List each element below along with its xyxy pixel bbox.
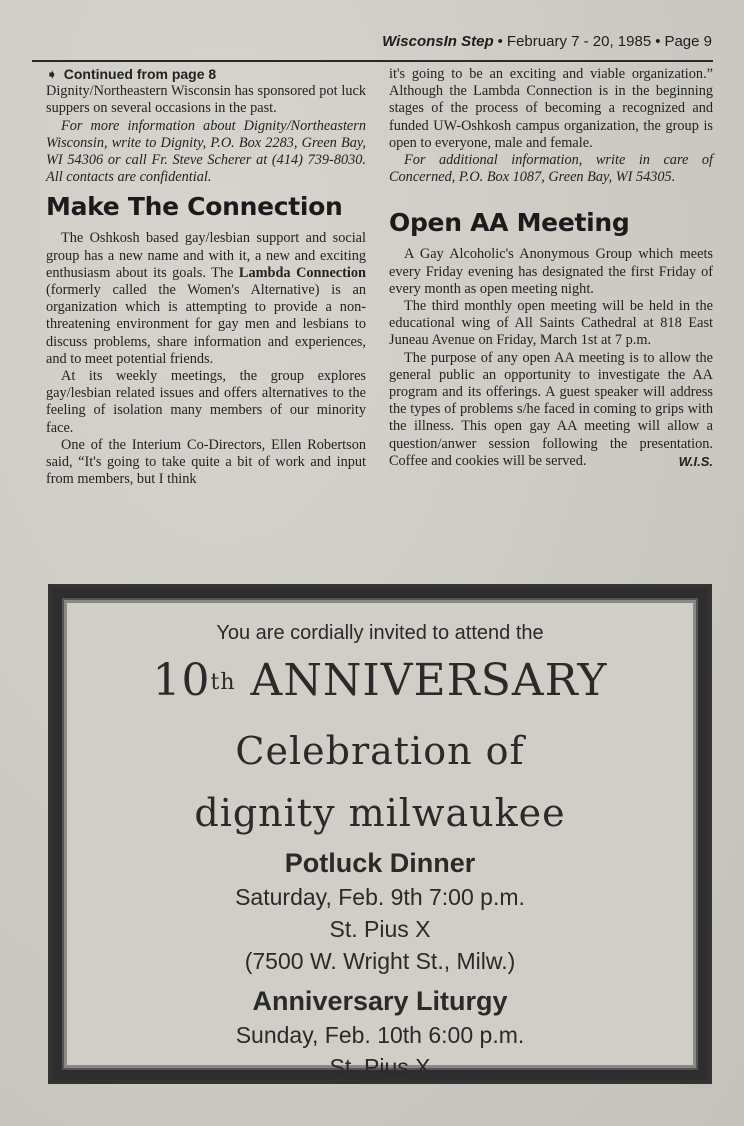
- article-paragraph: [46, 230, 366, 368]
- contact-paragraph: For additional information, write in care of Concerned, P.O. Box 1087, Green Bay, WI 54305.: [389, 152, 713, 186]
- continued-note: [46, 66, 366, 83]
- ad-title-word: ANNIVERSARY: [250, 655, 608, 706]
- issue-date: February 7 - 20, 1985: [506, 33, 652, 50]
- ad-title-suffix: th: [210, 670, 236, 695]
- event1-address: (7500 W. Wright St., Milw.): [244, 948, 516, 974]
- ad-title-celebration: Celebration of: [235, 729, 525, 773]
- ad-title-anniversary: [64, 656, 696, 706]
- event1-datetime: Saturday, Feb. 9th 7:00 p.m.: [235, 884, 525, 910]
- page-header: [300, 33, 712, 50]
- ad-title-number: 10: [152, 655, 211, 706]
- ad-panel: [62, 598, 698, 1080]
- right-column: [389, 66, 713, 470]
- continued-label: Continued from page 8: [63, 66, 217, 82]
- article-paragraph: A Gay Alcoholic's Anonymous Group which meets every Friday evening has designated the first Friday of every month as open meeting night.: [389, 246, 713, 297]
- event1-title: Potluck Dinner: [284, 848, 476, 878]
- org-name: Lambda Connection: [238, 264, 366, 281]
- bullet-icon: •: [655, 33, 661, 50]
- bullet-icon: •: [497, 33, 503, 50]
- left-column: [46, 66, 366, 488]
- contact-paragraph: For more information about Dignity/Northeastern Wisconsin, write to Dignity, P.O. Box 2283, Green Bay, WI 54306 or call Fr. Steve Scherer at (414) 739-8030. All contacts are confidential.: [46, 117, 366, 186]
- ad-title-dignity: dignity milwaukee: [194, 791, 566, 835]
- paragraph-text: The purpose of any open AA meeting is to allow the general public an opportunity to investigate the AA program and its offerings. A guest speaker will address the types of problems s/he faced in coming to grips with the illness. This open gay AA meeting will allow a question/anwer session following the presentation. Coffee and cookies will be served.: [389, 349, 713, 469]
- page-number: Page 9: [664, 33, 712, 50]
- headline-make-the-connection: Make The Connection: [46, 192, 343, 222]
- paragraph-text: The Oshkosh based gay/lesbian support and social group has a new name and with it, a new and exciting enthusiasm about its goals. The: [46, 230, 366, 281]
- event2-datetime: Sunday, Feb. 10th 6:00 p.m.: [235, 1022, 525, 1048]
- paper-name: WisconsIn Step: [382, 33, 494, 50]
- paragraph-text: (formerly called the Women's Alternative) is an organization which is attempting to provide a non-threatening environment for gay men and lesbians to discuss problems, share information and experiences, and to meet potential friends.: [46, 282, 366, 367]
- article-paragraph: The third monthly open meeting will be held in the educational wing of All Saints Cathedral at 818 East Juneau Avenue on Friday, March 1st at 7 p.m.: [389, 298, 713, 349]
- article-paragraph: it's going to be an exciting and viable organization.” Although the Lambda Connection is in the beginning stages of the process of becoming a recognized and funded UW-Oshkosh campus organization, the group is open to everyone, male and female.: [389, 66, 713, 151]
- event2-title: Anniversary Liturgy: [252, 986, 508, 1016]
- arrow-icon: ➧: [46, 66, 58, 82]
- event1-location: St. Pius X: [329, 916, 431, 942]
- ad-invitation: You are cordially invited to attend the: [216, 622, 544, 644]
- article-paragraph: [389, 350, 713, 470]
- article-paragraph: One of the Interium Co-Directors, Ellen Robertson said, “It's going to take quite a bit of work and input from members, but I think: [46, 436, 366, 488]
- headline-open-aa-meeting: Open AA Meeting: [389, 208, 630, 238]
- author-signature: W.I.S.: [678, 453, 713, 469]
- article-paragraph: Dignity/Northeastern Wisconsin has sponsored pot luck suppers on several occasions in the past.: [46, 83, 366, 117]
- event2-location: St. Pius X: [329, 1054, 431, 1080]
- anniversary-advertisement: [48, 584, 712, 1084]
- article-paragraph: At its weekly meetings, the group explores gay/lesbian related issues and offers alternatives to the feeling of isolation many members of our minority face.: [46, 368, 366, 436]
- header-rule: [32, 60, 713, 62]
